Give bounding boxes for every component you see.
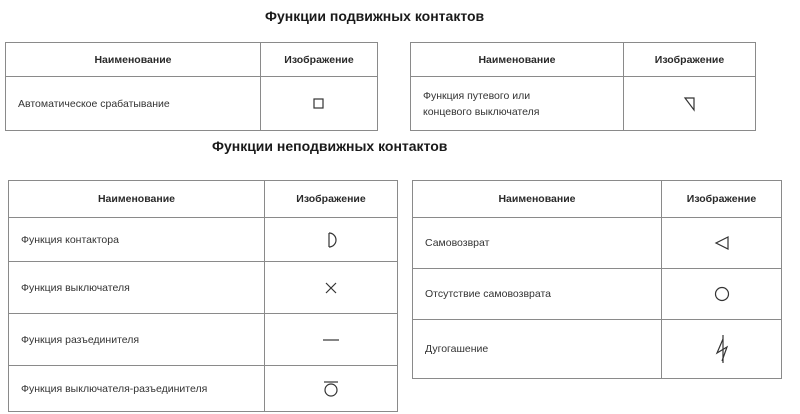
table-row — [9, 218, 398, 262]
table-row — [9, 314, 398, 366]
function-name: Дугогашение — [413, 320, 662, 379]
column-header-name: Наименование — [9, 181, 265, 218]
column-header-image: Изображение — [265, 181, 398, 218]
function-name: Автоматическое срабатывание — [6, 77, 261, 131]
function-name: Функция выключателя — [9, 262, 265, 314]
triangle-left-icon — [713, 235, 731, 251]
function-name — [411, 77, 624, 131]
column-header-name: Наименование — [6, 43, 261, 77]
table-row — [413, 320, 782, 379]
limit-switch-icon — [682, 94, 698, 114]
function-name-line1: Функция путевого или — [423, 89, 531, 102]
heading-movable-contacts: Функции подвижных контактов — [265, 8, 485, 24]
circle-icon — [713, 285, 731, 303]
movable-left-table — [5, 42, 378, 131]
square-icon — [312, 97, 326, 111]
function-name-line2: концевого выключателя — [423, 105, 540, 118]
table-row — [411, 77, 756, 131]
arc-quench-icon — [713, 333, 731, 365]
function-name: Отсутствие самовозврата — [413, 269, 662, 320]
column-header-name: Наименование — [411, 43, 624, 77]
table-row — [413, 218, 782, 269]
cross-icon — [323, 280, 339, 296]
column-header-name: Наименование — [413, 181, 662, 218]
contactor-arc-icon — [323, 231, 339, 249]
function-name: Самовозврат — [413, 218, 662, 269]
function-name: Функция разъединителя — [9, 314, 265, 366]
table-row — [413, 269, 782, 320]
table-row — [9, 366, 398, 412]
movable-right-table — [410, 42, 756, 131]
column-header-image: Изображение — [662, 181, 782, 218]
column-header-image: Изображение — [261, 43, 378, 77]
switch-disconnector-icon — [322, 379, 340, 399]
table-row — [9, 262, 398, 314]
dash-icon — [322, 335, 340, 345]
table-row — [6, 77, 378, 131]
function-name: Функция контактора — [9, 218, 265, 262]
function-name: Функция выключателя-разъединителя — [9, 366, 265, 412]
fixed-left-table — [8, 180, 398, 412]
heading-fixed-contacts: Функции неподвижных контактов — [212, 138, 448, 154]
fixed-right-table — [412, 180, 782, 379]
column-header-image: Изображение — [624, 43, 756, 77]
